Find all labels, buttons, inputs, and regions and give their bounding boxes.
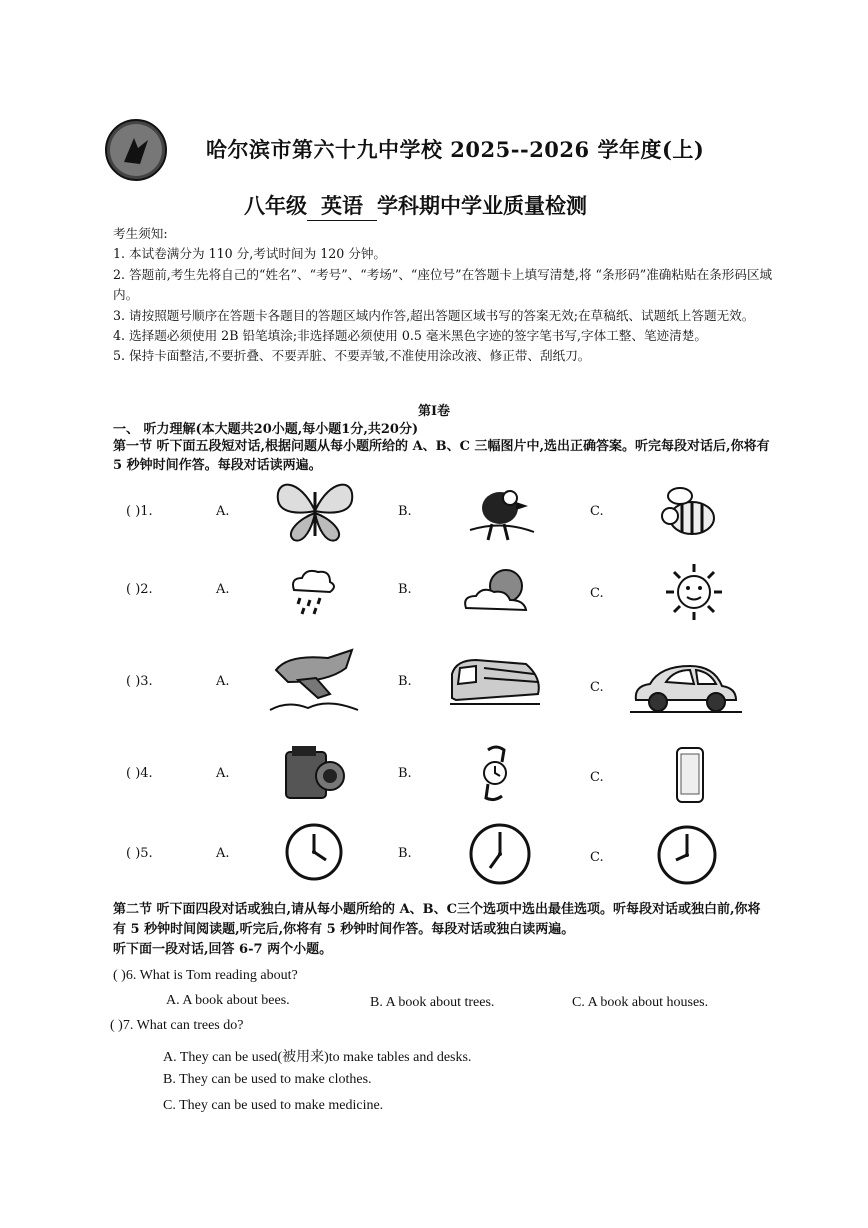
section2-instruction: 听下面一段对话,回答 6-7 两个小题。 <box>113 942 333 957</box>
question-number[interactable]: ( )1. <box>126 504 153 519</box>
question-number[interactable]: ( )3. <box>126 674 153 689</box>
airplane-icon <box>268 640 360 716</box>
question-7-stem: ( )7. What can trees do? <box>110 1018 244 1033</box>
smartphone-icon <box>674 746 706 804</box>
option-label-a[interactable]: A. <box>216 846 230 861</box>
option-label-a[interactable]: A. <box>216 674 230 689</box>
sun-cloud-icon <box>460 564 534 620</box>
question-6-option-a[interactable]: A. A book about bees. <box>166 993 290 1008</box>
option-label-c[interactable]: C. <box>590 504 604 519</box>
option-label-b[interactable]: B. <box>398 766 412 781</box>
exam-notice <box>113 224 773 367</box>
section2-description: 第二节 听下面四段对话或独白,请从每小题所给的 A、B、C三个选项中选出最佳选项。听每段对话或独白前,你将有 5 秒钟时间阅读题,听完后,你将有 5 秒钟时间作答。每段对话或独白读两遍。 <box>113 902 761 937</box>
option-label-b[interactable]: B. <box>398 582 412 597</box>
option-label-a[interactable]: A. <box>216 582 230 597</box>
notice-item: 2. 答题前,考生先将自己的“姓名”、“考号”、“考场”、“座位号”在答题卡上填写清楚,将 “条形码”准确粘贴在条形码区域内。 <box>113 266 773 303</box>
bee-icon <box>658 484 722 540</box>
option-label-a[interactable]: A. <box>216 766 230 781</box>
question-6-option-b[interactable]: B. A book about trees. <box>370 995 495 1010</box>
notice-item: 5. 保持卡面整洁,不要折叠、不要弄脏、不要弄皱,不准使用涂改液、修正带、刮纸刀。 <box>113 348 591 364</box>
clock-icon <box>468 822 532 886</box>
butterfly-icon <box>270 478 360 544</box>
option-label-a[interactable]: A. <box>216 504 230 519</box>
option-label-c[interactable]: C. <box>590 850 604 865</box>
option-label-b[interactable]: B. <box>398 504 412 519</box>
question-7-option-c[interactable]: C. They can be used to make medicine. <box>163 1098 384 1113</box>
picture-question-row <box>0 560 868 630</box>
clock-icon <box>656 824 718 886</box>
option-label-c[interactable]: C. <box>590 586 604 601</box>
notice-item: 1. 本试卷满分为 110 分,考试时间为 120 分钟。 <box>113 246 387 262</box>
title-rest: 学科期中学业质量检测 <box>377 193 587 218</box>
watch-icon <box>470 744 520 802</box>
school-logo-icon <box>104 118 168 182</box>
clock-icon <box>284 822 344 882</box>
option-label-b[interactable]: B. <box>398 846 412 861</box>
camera-icon <box>282 742 348 804</box>
section2 <box>113 900 773 960</box>
section1-title: 一、 听力理解(本大题共20小题,每小题1分,共20分) <box>113 422 419 437</box>
question-number[interactable]: ( )4. <box>126 766 153 781</box>
exam-title-school: 哈尔滨市第六十九中学校 2025--2026 学年度(上) <box>206 137 705 162</box>
title-subject: 英语 <box>307 190 377 221</box>
title-grade: 八年级 <box>244 193 307 218</box>
sun-icon <box>662 560 726 624</box>
rain-cloud-icon <box>284 564 340 620</box>
volume-label: 第I卷 <box>417 404 451 419</box>
notice-item: 4. 选择题必须使用 2B 铅笔填涂;非选择题必须使用 0.5 毫米黑色字迹的签字笔书写,字体工整、笔迹清楚。 <box>113 328 707 344</box>
exam-title-subject <box>244 190 587 221</box>
picture-question-row <box>0 740 868 810</box>
picture-question-row <box>0 478 868 548</box>
picture-question-row <box>0 820 868 890</box>
bird-icon <box>462 480 542 544</box>
section1-description: 第一节 听下面五段短对话,根据问题从每小题所给的 A、B、C 三幅图片中,选出正确答案。听完每段对话后,你将有 5 秒钟时间作答。每段对话读两遍。 <box>113 439 770 473</box>
option-label-c[interactable]: C. <box>590 680 604 695</box>
option-label-c[interactable]: C. <box>590 770 604 785</box>
option-label-b[interactable]: B. <box>398 674 412 689</box>
notice-heading: 考生须知: <box>113 226 168 241</box>
question-7-option-a[interactable]: A. They can be used(被用来)to make tables and desks. <box>163 1050 472 1065</box>
question-number[interactable]: ( )2. <box>126 582 153 597</box>
notice-item: 3. 请按照题号顺序在答题卡各题目的答题区域内作答,超出答题区域书写的答案无效;在草稿纸、试题纸上答题无效。 <box>113 307 755 323</box>
question-7-option-b[interactable]: B. They can be used to make clothes. <box>163 1072 372 1087</box>
train-icon <box>446 654 544 710</box>
question-6-stem: ( )6. What is Tom reading about? <box>113 968 298 983</box>
question-number[interactable]: ( )5. <box>126 846 153 861</box>
question-6-option-c[interactable]: C. A book about houses. <box>572 995 709 1010</box>
picture-question-row <box>0 640 868 720</box>
car-icon <box>630 660 742 716</box>
